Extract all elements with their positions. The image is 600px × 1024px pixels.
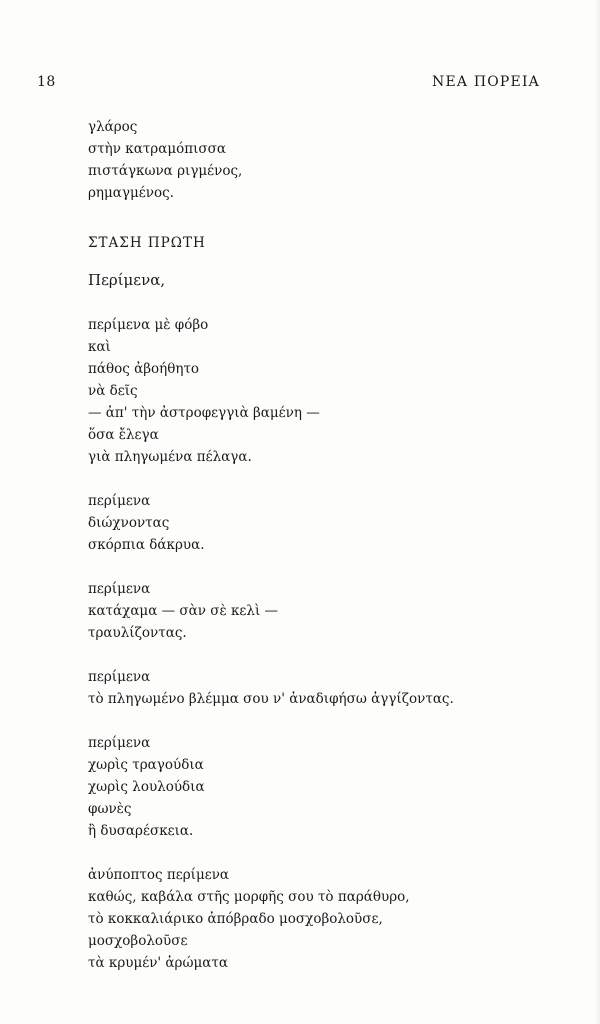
stanza-gap [88,254,568,268]
stanza-gap [88,468,568,490]
poem-line: φωνὲς [88,801,132,817]
opening-line: Περίμενα, [88,271,166,289]
poem-line: μοσχοβολοῦσε [88,933,188,949]
poem-line: περίμενα μὲ φόβο [88,317,209,333]
stanza-gap [88,556,568,578]
running-title: ΝΕΑ ΠΟΡΕΙΑ [432,74,540,90]
page-header [37,74,540,96]
poem-line: κατάχαμα — σὰν σὲ κελὶ — [88,603,279,619]
stanza-5 [88,732,568,842]
poem-line: περίμενα [88,669,151,685]
poem-line: καὶ [88,339,111,355]
poem-body [88,116,568,974]
poem-line: τὰ κρυμέν' ἀρώματα [88,955,228,971]
poem-line: πάθος ἀβοήθητο [88,361,200,377]
poem-line: — ἀπ' τὴν ἀστροφεγγιὰ βαμένη — [88,405,320,421]
stanza-4 [88,666,568,710]
poem-line: σκόρπια δάκρυα. [88,537,205,553]
stanza-gap [88,204,568,226]
poem-line: τραυλίζοντας. [88,625,187,641]
stanza-gap [88,292,568,314]
stanza-gap [88,710,568,732]
poem-line: τὸ πληγωμένο βλέμμα σου ν' ἀναδιφήσω ἀγγίζοντας. [88,691,454,707]
poem-line: γλάρος [88,119,138,135]
page-edge [594,0,600,1024]
poem-line: καθώς, καβάλα στῆς μορφῆς σου τὸ παράθυρο, [88,889,410,905]
stanza-3 [88,578,568,644]
stanza-gap [88,644,568,666]
poem-line: περίμενα [88,735,151,751]
stanza-gap [88,842,568,864]
page-number: 18 [37,74,56,90]
poem-line: ρημαγμένος. [88,185,174,201]
stanza-6 [88,864,568,974]
poem-line: χωρὶς λουλούδια [88,779,205,795]
poem-line: ἀνύποπτος περίμενα [88,867,230,883]
poem-line: διώχνοντας [88,515,170,531]
stanza-top [88,116,568,204]
poem-line: τὸ κοκκαλιάρικο ἀπόβραδο μοσχοβολοῦσε, [88,911,383,927]
poem-line: ἢ δυσαρέσκεια. [88,823,194,839]
poem-line: νὰ δεῖς [88,383,138,399]
section-title: ΣΤΑΣΗ ΠΡΩΤΗ [88,235,206,251]
poem-line: στὴν κατραμόπισσα [88,141,226,157]
poem-line: ὅσα ἔλεγα [88,427,159,443]
poem-line: περίμενα [88,493,151,509]
poem-line: πιστάγκωνα ριγμένος, [88,163,243,179]
stanza-1 [88,314,568,468]
poem-line: χωρὶς τραγούδια [88,757,204,773]
poem-line: περίμενα [88,581,151,597]
stanza-2 [88,490,568,556]
poem-line: γιὰ πληγωμένα πέλαγα. [88,449,252,465]
